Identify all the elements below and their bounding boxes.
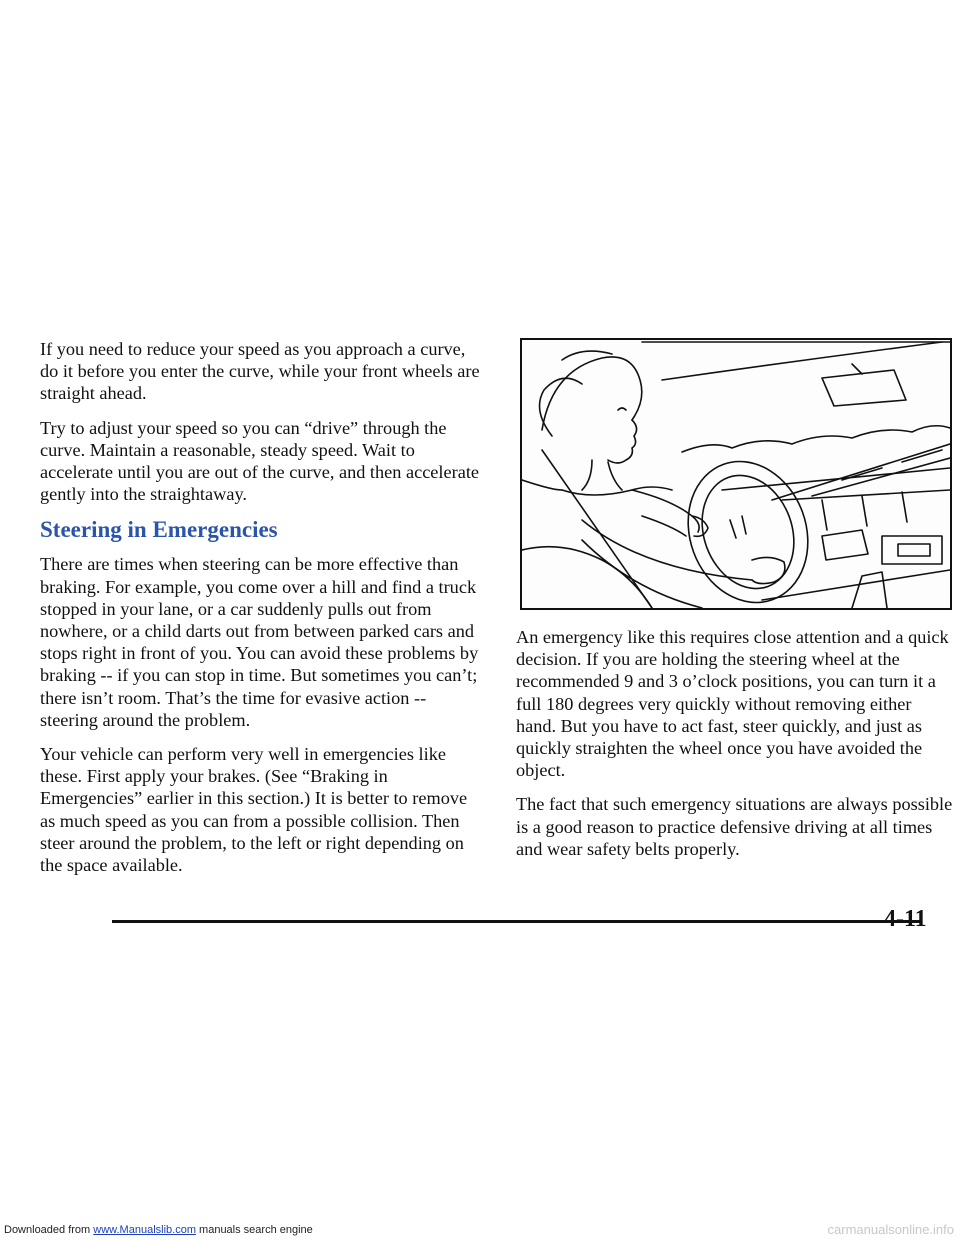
paragraph-emergency-attention: An emergency like this requires close attention and a quick decision. If you are holding the steering wheel at the recommended 9 and 3 o’clock positions, you can turn it a full 180 degrees very quickly without removing either hand. But you have to act fast, steer quickly, and just as quickly straighten the wheel once you have avoided the object. (516, 627, 949, 781)
manualslib-link[interactable]: www.Manualslib.com (93, 1224, 196, 1236)
driver-illustration (520, 338, 952, 610)
left-column (40, 338, 480, 888)
paragraph-curve-speed: If you need to reduce your speed as you approach a curve, do it before you enter the curve, while your front wheels are straight ahead. (40, 339, 480, 404)
footer-prefix: Downloaded from (4, 1224, 94, 1236)
watermark: carmanualsonline.info (827, 1222, 954, 1237)
footer-rule (112, 920, 922, 923)
right-column (516, 626, 956, 872)
download-footer (4, 1224, 313, 1236)
paragraph-vehicle-perform: Your vehicle can perform very well in emergencies like these. First apply your brakes. (See “Braking in Emergencies” earlier in this section.) It is better to remove as much speed as you can from a possible collision. Then steer around the problem, to the left or right depending on the space available. (40, 744, 468, 876)
page-number: 4-11 (884, 906, 927, 932)
paragraph-adjust-speed: Try to adjust your speed so you can “drive” through the curve. Maintain a reasonable, steady speed. Wait to accelerate until you are out of the curve, and then accelerate gently into the straightaway. (40, 417, 480, 505)
paragraph-steering-effective: There are times when steering can be more effective than braking. For example, you come over a hill and find a truck stopped in your lane, or a car suddenly pulls out from nowhere, or a child darts out from between parked cars and stops right in front of you. You can avoid these problems by braking -- if you can stop in time. But sometimes you can’t; there isn’t room. That’s the time for evasive action -- steering around the problem. (40, 554, 479, 730)
section-heading: Steering in Emergencies (40, 517, 278, 543)
paragraph-defensive-driving: The fact that such emergency situations are always possible is a good reason to practice defensive driving at all times and wear safety belts properly. (516, 794, 953, 859)
footer-suffix: manuals search engine (195, 1224, 313, 1236)
